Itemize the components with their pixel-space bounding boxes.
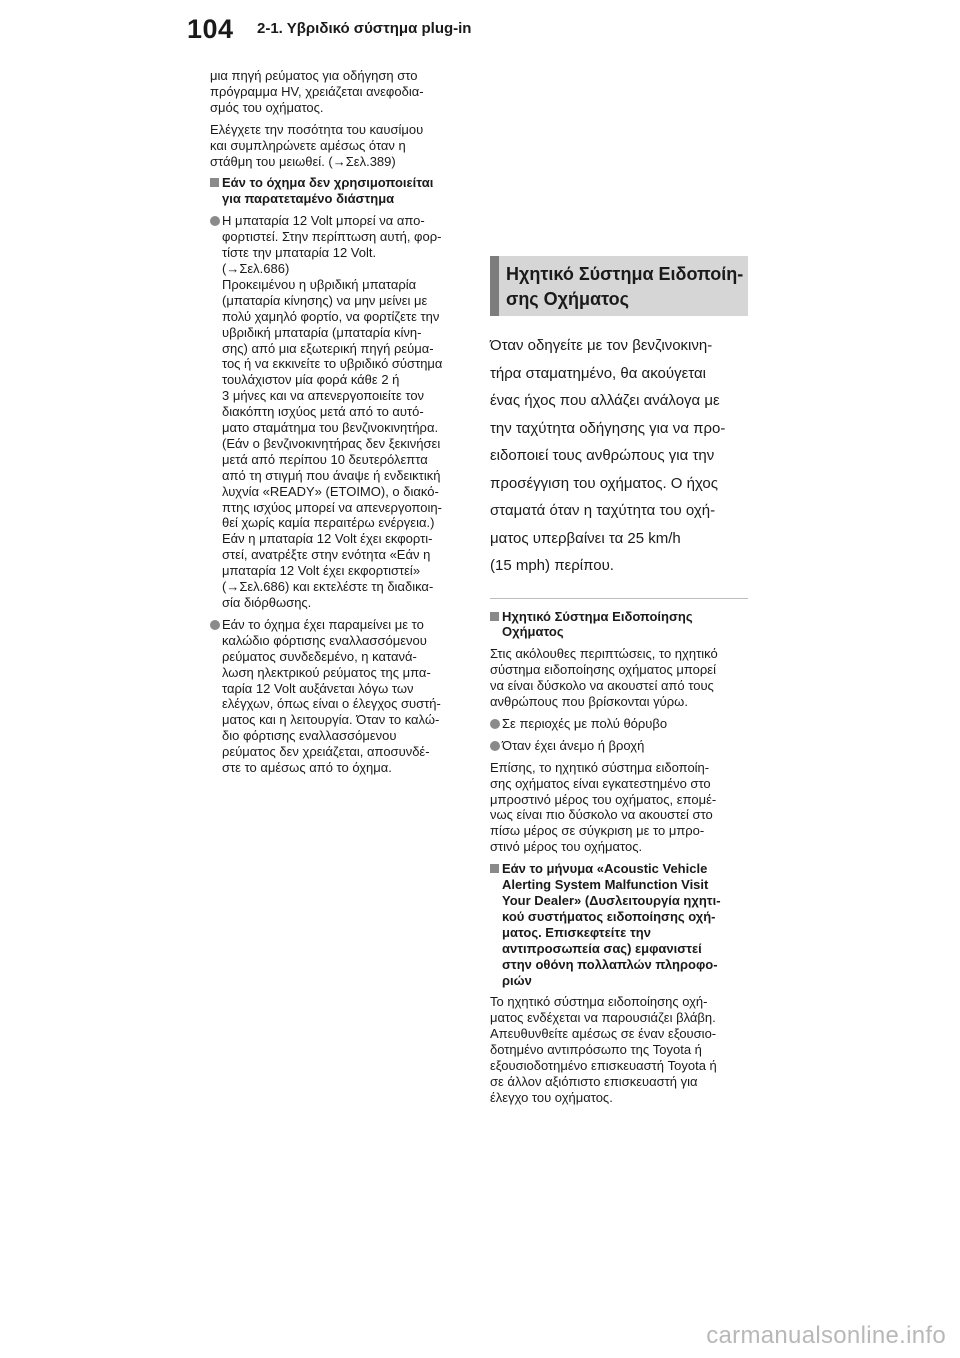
text-line: μπαταρία 12 Volt έχει εκφορτιστεί» xyxy=(222,563,421,579)
text-line: μπροστινό μέρος του οχήματος, επομέ- xyxy=(490,791,717,807)
text-line: Alerting System Malfunction Visit xyxy=(502,877,709,893)
text-line: Οχήματος xyxy=(502,624,564,640)
text-line: για παρατεταμένο διάστημα xyxy=(222,191,395,207)
text-line: ρεύματος συνδεδεμένο, η κατανά- xyxy=(222,648,417,664)
square-bullet-icon xyxy=(490,612,499,621)
text-line: Στις ακόλουθες περιπτώσεις, το ηχητικό xyxy=(490,646,718,662)
text-line: σταματά όταν η ταχύτητα του οχή- xyxy=(490,502,716,519)
heading-long-storage xyxy=(210,175,472,207)
square-bullet-icon xyxy=(490,864,499,873)
text-line: Your Dealer» (Δυσλειτουργία ηχητι- xyxy=(502,893,721,908)
text-line: ματος. Επισκεφτείτε την xyxy=(502,924,651,940)
page-number: 104 xyxy=(187,14,234,44)
text-line: μια πηγή ρεύματος για οδήγηση στο xyxy=(210,68,418,83)
text-line: εξουσιοδοτημένο επισκευαστή Toyota ή xyxy=(490,1058,717,1074)
text-line: Η μπαταρία 12 Volt μπορεί να απο- xyxy=(222,213,425,229)
text-line: σύστημα ειδοποίησης οχήματος μπορεί xyxy=(490,662,716,678)
text-line: 3 μήνες και να απενεργοποιείτε τον xyxy=(222,388,425,404)
text-line: δοτημένο αντιπρόσωπο της Toyota ή xyxy=(490,1042,702,1058)
text-line: Όταν έχει άνεμο ή βροχή xyxy=(502,737,645,753)
text-line: Εάν το όχημα δεν χρησιμοποιείται xyxy=(222,175,434,191)
callout-bar xyxy=(490,256,499,316)
text-line: τήρα σταματημένο, θα ακούγεται xyxy=(490,364,706,382)
text-line: πίσω μέρος σε σύγκριση με το μπρο- xyxy=(490,823,705,839)
text-line: Επίσης, το ηχητικό σύστημα ειδοποίη- xyxy=(490,759,710,775)
text-line: ανθρώπους που βρίσκονται γύρω. xyxy=(490,694,688,710)
circle-bullet-icon xyxy=(490,719,500,729)
text-line: ματος και η λειτουργία. Όταν το καλώ- xyxy=(222,712,440,728)
bullet-12v-battery xyxy=(210,213,472,611)
text-line: σία διόρθωσης. xyxy=(222,595,312,610)
text-line: τουλάχιστον μία φορά κάθε 2 ή xyxy=(222,372,400,388)
text-line: (15 mph) περίπου. xyxy=(490,557,614,574)
text-line: μετά από περίπου 10 δευτερόλεπτα xyxy=(222,451,428,467)
text-line: πολύ χαμηλό φορτίο, να φορτίζετε την xyxy=(222,308,440,324)
text-line: (μπαταρία κίνησης) να μην μείνει με xyxy=(222,292,428,308)
text-line: διακόπτη ισχύος μετά από το αυτό- xyxy=(222,404,424,420)
circle-bullet-icon xyxy=(490,741,500,751)
text-line: ρεύματος δεν χρειάζεται, αποσυνδέ- xyxy=(222,744,430,760)
text-line: τος ή να εκκινείτε το υβριδικό σύστημα xyxy=(222,356,443,372)
text-line: φορτιστεί. Στην περίπτωση αυτή, φορ- xyxy=(222,229,442,245)
text-line: στε το αμέσως από το όχημα. xyxy=(222,760,392,776)
text-line: προσέγγιση του οχήματος. Ο ήχος xyxy=(490,474,719,492)
text-line: έλεγχο του οχήματος. xyxy=(490,1089,613,1105)
text-line: στεί, ανατρέξτε στην ενότητα «Εάν η xyxy=(222,547,431,563)
text-line: την ταχύτητα οδήγησης για να προ- xyxy=(490,419,726,437)
text-line: σμός του οχήματος. xyxy=(210,99,324,115)
paragraph-fuel-refill xyxy=(210,68,472,116)
text-line: ταρία 12 Volt αυξάνεται λόγω των xyxy=(222,680,414,696)
text-line: ματος ενδέχεται να παρουσιάζει βλάβη. xyxy=(490,1010,716,1026)
text-line: από τη στιγμή που άναψε ή ενδεικτική xyxy=(222,467,441,483)
text-line: και συμπληρώνετε αμέσως όταν η xyxy=(210,137,406,153)
text-line: νως είναι πιο δύσκολο να ακουστεί στο xyxy=(490,807,713,823)
text-line: Απευθυνθείτε αμέσως σε έναν εξουσιο- xyxy=(490,1026,717,1042)
text-line: αντιπροσωπεία σας) εμφανιστεί xyxy=(502,940,702,956)
text-line: Όταν οδηγείτε με τον βενζινοκινη- xyxy=(490,337,713,354)
text-line: ελέγχων, όπως είναι ο έλεγχος συστή- xyxy=(222,696,441,712)
text-line: Εάν το όχημα έχει παραμείνει με το xyxy=(222,616,424,632)
text-line: ειδοποιεί τους ανθρώπους για την xyxy=(490,447,715,464)
section-title: 2-1. Υβριδικό σύστημα plug-in xyxy=(257,20,472,37)
text-line: στην οθόνη πολλαπλών πληροφο- xyxy=(502,956,718,972)
bullet-wind-rain xyxy=(490,738,748,754)
text-line: λωση ηλεκτρικού ρεύματος της μπα- xyxy=(222,664,431,680)
divider xyxy=(490,598,748,599)
text-line: Προκειμένου η υβριδική μπαταρία xyxy=(222,276,417,292)
text-line: να είναι δύσκολο να ακουστεί από τους xyxy=(490,678,714,694)
text-line: πτης ισχύος μπορεί να απενεργοποιη- xyxy=(222,499,442,515)
text-line: Το ηχητικό σύστημα ειδοποίησης οχή- xyxy=(490,994,708,1010)
right-column xyxy=(490,256,748,1112)
text-line: Ηχητικό Σύστημα Ειδοποίησης xyxy=(502,608,693,624)
left-column xyxy=(210,68,472,782)
heading-malfunction-message xyxy=(490,861,748,988)
text-line: διο φόρτισης εναλλασσόμενου xyxy=(222,728,397,744)
text-line: ένας ήχος που αλλάζει ανάλογα με xyxy=(490,392,720,409)
text-line: σης οχήματος είναι εγκατεστημένο στο xyxy=(490,775,711,791)
text-line: σης Οχήματος xyxy=(506,289,629,309)
callout-title xyxy=(506,262,743,312)
text-line: πρόγραμμα HV, χρειάζεται ανεφοδια- xyxy=(210,83,424,99)
text-line: στινό μέρος του οχήματος. xyxy=(490,839,643,855)
bullet-ac-cable xyxy=(210,617,472,776)
text-line: (Εάν ο βενζινοκινητήρας δεν ξεκινήσει xyxy=(222,435,441,451)
bullet-noisy-areas xyxy=(490,716,748,732)
text-line: ματος υπερβαίνει τα 25 km/h xyxy=(490,529,681,547)
callout-acoustic-alert xyxy=(490,256,748,316)
text-line: (→Σελ.686) xyxy=(222,260,290,276)
heading-acoustic-system xyxy=(490,609,748,641)
text-line: υβριδική μπαταρία (μπαταρία κίνη- xyxy=(222,324,422,340)
text-line: θεί χωρίς καμία περαιτέρω ενέργεια.) xyxy=(222,515,435,531)
text-line: Εάν το μήνυμα «Acoustic Vehicle xyxy=(502,861,708,877)
square-bullet-icon xyxy=(210,178,219,187)
text-line: στάθμη του μειωθεί. (→Σελ.389) xyxy=(210,153,396,169)
text-line: λυχνία «READY» (ΕΤΟΙΜΟ), ο διακό- xyxy=(222,483,439,499)
text-line: (→Σελ.686) και εκτελέστε τη διαδικα- xyxy=(222,579,434,595)
text-line: Σε περιοχές με πολύ θόρυβο xyxy=(502,715,668,731)
paragraph-front-mounted xyxy=(490,760,748,855)
text-line: κού συστήματος ειδοποίησης οχή- xyxy=(502,908,716,924)
text-line: σης) από μια εξωτερική πηγή ρεύμα- xyxy=(222,340,434,356)
text-line: Εάν η μπαταρία 12 Volt έχει εκφορτι- xyxy=(222,531,433,547)
watermark: carmanualsonline.info xyxy=(706,1322,946,1349)
text-line: καλώδιο φόρτισης εναλλασσόμενου xyxy=(222,632,427,648)
text-line: Ηχητικό Σύστημα Ειδοποίη- xyxy=(506,264,744,284)
paragraph-fuel-check xyxy=(210,122,472,170)
lead-paragraph xyxy=(490,332,748,580)
paragraph-contact-dealer xyxy=(490,994,748,1105)
text-line: ματο σταμάτημα του βενζινοκινητήρα. xyxy=(222,420,439,436)
text-line: σε άλλον αξιόπιστο επισκευαστή για xyxy=(490,1073,698,1089)
circle-bullet-icon xyxy=(210,620,220,630)
text-line: Ελέγχετε την ποσότητα του καυσίμου xyxy=(210,121,424,137)
paragraph-hard-to-hear xyxy=(490,646,748,710)
text-line: ριών xyxy=(502,972,532,988)
circle-bullet-icon xyxy=(210,216,220,226)
text-line: τίστε την μπαταρία 12 Volt. xyxy=(222,245,377,261)
